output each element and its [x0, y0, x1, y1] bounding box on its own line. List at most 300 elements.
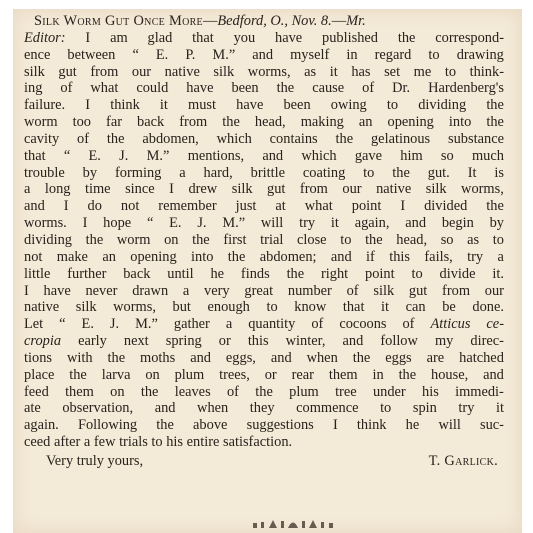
article-word: early — [78, 333, 107, 350]
article-word: they — [249, 400, 275, 417]
article-word: winter, — [285, 333, 326, 350]
article-word: do — [87, 198, 102, 215]
article-word: making — [300, 114, 344, 131]
article-word: under — [372, 383, 406, 400]
article-word: dividing — [24, 231, 72, 248]
article-word: my — [434, 333, 454, 350]
article-word: failure. — [24, 97, 66, 114]
article-word: Hardenberg's — [428, 80, 504, 97]
article-word: try — [299, 215, 316, 232]
article-word: direc- — [470, 333, 504, 350]
article-word: long — [44, 181, 71, 198]
article-word: “ — [132, 46, 139, 63]
article-word: ence — [24, 46, 51, 63]
article-heading: Silk Worm Gut Once More — [34, 13, 203, 29]
article-word: have — [236, 97, 264, 114]
article-word: or — [264, 366, 277, 383]
article-word: I — [169, 181, 174, 198]
newspaper-clipping — [13, 9, 522, 533]
article-word: Atticus — [430, 316, 471, 333]
article-word: from — [442, 282, 471, 299]
article-word: head, — [254, 114, 286, 131]
article-word: but — [172, 299, 191, 316]
article-word: E. — [155, 46, 169, 63]
article-word: the — [140, 383, 159, 400]
article-word: leaves — [174, 383, 211, 400]
article-word: cavity — [24, 130, 60, 147]
article-line — [24, 13, 504, 30]
article-word: gut — [408, 282, 428, 299]
article-word: contains — [269, 130, 318, 147]
dateline: Bedford, O., Nov. 8. — [217, 13, 332, 29]
article-word: “ — [146, 215, 154, 232]
article-word: close — [297, 231, 327, 248]
article-word: silk — [213, 63, 235, 80]
article-word: coating — [302, 164, 346, 181]
article-word: owing — [330, 97, 367, 114]
article-word: a — [225, 316, 233, 333]
article-word: back — [123, 265, 151, 282]
article-word: which — [301, 147, 337, 164]
article-word: finds — [240, 265, 270, 282]
article-word: divide — [439, 265, 476, 282]
article-word: M.” — [146, 147, 170, 164]
article-word: as — [467, 231, 480, 248]
article-line — [24, 64, 504, 81]
article-word: think — [356, 417, 387, 434]
article-word: me — [413, 63, 432, 80]
article-word: and — [405, 215, 427, 232]
article-word: number — [287, 282, 332, 299]
article-word: quantity — [248, 316, 296, 333]
article-word: commence — [296, 400, 359, 417]
article-word: J. — [109, 316, 120, 333]
article-word: try — [458, 400, 475, 417]
article-word: must — [188, 97, 217, 114]
article-word: opening — [130, 248, 177, 265]
article-word: E. — [81, 316, 94, 333]
article-word: to — [411, 265, 423, 282]
article-word: at — [275, 198, 286, 215]
article-word: silk — [231, 181, 253, 198]
article-word: drawing — [456, 46, 504, 63]
article-word: what — [304, 198, 333, 215]
article-word: gut. — [427, 164, 450, 181]
article-word: be — [442, 299, 456, 316]
article-word: can — [405, 299, 426, 316]
article-line — [24, 384, 504, 401]
article-word: to — [444, 63, 457, 80]
signature: T. Garlick. — [428, 452, 498, 469]
article-word: Let — [24, 316, 44, 333]
article-word: point — [365, 265, 395, 282]
article-word: Editor: — [24, 29, 66, 46]
article-word: right — [321, 265, 349, 282]
article-line — [24, 80, 504, 97]
article-word: will — [260, 215, 284, 232]
article-word: of — [346, 282, 359, 299]
article-word: I — [332, 417, 338, 434]
article-word: until — [167, 265, 194, 282]
article-word: since — [125, 181, 155, 198]
article-word: fails, — [424, 248, 453, 265]
article-word: to — [380, 400, 392, 417]
article-word: the — [392, 164, 410, 181]
article-word: an — [102, 248, 116, 265]
article-word: the — [365, 231, 383, 248]
article-word: the — [107, 349, 126, 366]
article-word: so — [440, 147, 454, 164]
article-word: by — [82, 164, 98, 181]
article-word: or — [218, 333, 231, 350]
article-word: when — [197, 400, 229, 417]
article-word: the — [69, 366, 87, 383]
article-word: done. — [472, 299, 504, 316]
article-word: have — [43, 282, 71, 299]
article-word: our — [342, 181, 362, 198]
article-line — [24, 131, 504, 148]
article-word: much — [471, 147, 504, 164]
article-word: house, — [431, 366, 469, 383]
article-word: have — [186, 80, 214, 97]
article-line — [24, 266, 504, 283]
article-word: them — [328, 366, 358, 383]
article-word: the — [222, 114, 240, 131]
article-word: silk — [425, 181, 447, 198]
article-word: the — [398, 366, 417, 383]
article-word: I — [24, 282, 29, 299]
article-word: “ — [63, 147, 71, 164]
article-word: regard — [374, 46, 412, 63]
article-word: worms, — [113, 299, 156, 316]
article-line — [24, 165, 504, 182]
article-word: the — [156, 417, 174, 434]
article-body — [24, 13, 504, 470]
article-word: mentions, — [187, 147, 245, 164]
article-word: the — [227, 248, 246, 265]
article-word: time — [84, 181, 111, 198]
article-word: make — [56, 248, 88, 265]
article-word: on — [164, 231, 179, 248]
closing: Very truly yours, — [46, 452, 144, 469]
article-line — [24, 114, 504, 131]
article-word: of — [60, 80, 73, 97]
article-word: and — [154, 400, 176, 417]
article-word: the — [486, 198, 504, 215]
article-word: on — [145, 366, 160, 383]
article-word: trees, — [219, 366, 250, 383]
article-word: enough — [207, 299, 250, 316]
article-word: plum — [174, 366, 205, 383]
article-line — [24, 47, 504, 64]
article-line — [24, 97, 504, 114]
article-line — [24, 400, 504, 417]
article-word: I — [63, 198, 69, 215]
article-word: of — [402, 316, 415, 333]
article-word: native — [164, 63, 200, 80]
article-word: by — [489, 215, 504, 232]
article-word: begin — [441, 215, 474, 232]
article-word: M.” — [212, 46, 236, 63]
article-word: head, — [396, 231, 428, 248]
article-word: suc- — [480, 417, 504, 434]
article-word: he — [405, 417, 420, 434]
article-word: that — [192, 29, 214, 46]
article-word: suggestions — [246, 417, 314, 434]
article-word: it — [496, 400, 504, 417]
article-word: gather — [173, 316, 210, 333]
article-word: cropia — [24, 333, 62, 350]
article-line — [24, 232, 504, 249]
article-word: native — [24, 299, 60, 316]
article-word: them — [65, 383, 94, 400]
article-word: E. — [169, 215, 182, 232]
article-word: of — [77, 130, 90, 147]
article-word: abdomen; — [259, 248, 317, 265]
article-word: been — [283, 97, 311, 114]
article-word: hope — [103, 215, 132, 232]
article-word: not — [24, 248, 43, 265]
article-word: gut — [267, 181, 286, 198]
article-word: larva — [101, 366, 131, 383]
article-word: are — [426, 349, 445, 366]
article-word: M.” — [222, 215, 246, 232]
article-word: as — [304, 63, 317, 80]
article-word: J. — [119, 147, 129, 164]
article-word: far — [106, 114, 123, 131]
article-word: glad — [147, 29, 173, 46]
article-word: you — [233, 29, 256, 46]
article-word: opening — [387, 114, 434, 131]
article-word: never — [85, 282, 118, 299]
article-word: his — [422, 383, 439, 400]
article-word: and — [342, 333, 364, 350]
article-word: trouble — [24, 164, 65, 181]
article-word: the — [352, 349, 371, 366]
article-word: not — [120, 198, 140, 215]
article-word: again, — [354, 215, 390, 232]
article-word: have — [275, 29, 303, 46]
article-word: on — [110, 383, 125, 400]
article-word: next — [123, 333, 149, 350]
article-word: dividing — [418, 97, 467, 114]
article-word: it. — [492, 265, 504, 282]
article-word: the — [192, 231, 210, 248]
article-word: silk — [373, 282, 395, 299]
article-word: native — [376, 181, 412, 198]
ornament-divider-icon — [251, 515, 341, 529]
article-word: and — [270, 349, 292, 366]
article-line — [24, 367, 504, 384]
article-word: a — [24, 181, 31, 198]
article-word: what — [90, 80, 119, 97]
article-word: divided — [424, 198, 468, 215]
article-word: tions — [24, 349, 52, 366]
article-word: ate — [24, 400, 41, 417]
article-word: the — [276, 80, 295, 97]
article-word: moths — [140, 349, 176, 366]
article-word: it — [329, 63, 338, 80]
article-word: an — [358, 114, 373, 131]
article-word: the — [335, 130, 354, 147]
article-word: which — [216, 130, 252, 147]
article-word: of — [226, 383, 239, 400]
article-word: from — [90, 63, 119, 80]
article-word: worms. — [24, 215, 67, 232]
article-word: gut — [58, 63, 77, 80]
article-word: I — [400, 198, 406, 215]
article-word: from — [179, 114, 208, 131]
article-word: been — [231, 80, 259, 97]
article-word: set — [384, 63, 401, 80]
article-word: spring — [165, 333, 202, 350]
article-word: follow — [380, 333, 418, 350]
article-word: back — [137, 114, 165, 131]
article-word: to — [386, 97, 399, 114]
article-word: a — [179, 164, 186, 181]
article-word: observation, — [62, 400, 134, 417]
article-word: cause — [312, 80, 345, 97]
article-word: worms, — [247, 63, 291, 80]
article-word: brittle — [250, 164, 285, 181]
salutation-start: Mr. — [346, 13, 366, 29]
article-word: the — [486, 114, 504, 131]
article-word: myself — [290, 46, 330, 63]
article-word: gave — [354, 147, 382, 164]
article-word: Following — [77, 417, 138, 434]
article-word: he — [210, 265, 225, 282]
article-word: the — [486, 97, 504, 114]
article-word: J. — [197, 215, 207, 232]
article-word: and — [262, 147, 284, 164]
article-word: drew — [188, 181, 218, 198]
article-word: further — [67, 265, 107, 282]
article-word: try — [467, 248, 484, 265]
article-word: above — [193, 417, 228, 434]
article-word: P. — [185, 46, 196, 63]
article-word: worm — [116, 231, 151, 248]
article-word: a — [497, 248, 504, 265]
article-word: could — [136, 80, 169, 97]
article-word: will — [438, 417, 461, 434]
article-word: silk — [75, 299, 97, 316]
article-word: tree — [335, 383, 357, 400]
article-word: a — [182, 282, 190, 299]
article-line — [24, 249, 504, 266]
article-word: too — [72, 114, 91, 131]
article-word: ce- — [486, 316, 504, 333]
article-word: to — [363, 164, 375, 181]
article-word: worms, — [461, 181, 504, 198]
article-word: M.” — [135, 316, 158, 333]
article-word: the — [255, 383, 273, 400]
article-word: I — [85, 97, 91, 114]
article-word: and — [330, 248, 352, 265]
article-line — [24, 417, 504, 434]
article-word: Dr. — [392, 80, 411, 97]
article-word: spin — [412, 400, 437, 417]
article-word: I — [82, 215, 88, 232]
article-word: and — [190, 349, 211, 366]
article-word: silk — [24, 63, 45, 80]
article-line — [24, 148, 504, 165]
article-word: hard, — [203, 164, 233, 181]
article-word: abdomen, — [142, 130, 199, 147]
article-word: that — [24, 147, 46, 164]
em-dash: — — [202, 13, 218, 29]
article-word: cocoons — [339, 316, 387, 333]
article-line — [24, 333, 504, 350]
article-word: to — [266, 299, 278, 316]
article-word: has — [351, 63, 371, 80]
article-word: E. — [88, 147, 101, 164]
article-word: so — [440, 231, 454, 248]
article-word: immedi- — [455, 383, 504, 400]
article-word: eggs, — [225, 349, 256, 366]
em-dash: — — [331, 13, 347, 29]
article-word: him — [400, 147, 423, 164]
article-word: and — [252, 46, 274, 63]
article-word: it — [381, 299, 390, 316]
article-word: between — [67, 46, 116, 63]
article-word: and — [24, 198, 45, 215]
article-word: think — [110, 97, 140, 114]
article-word: great — [244, 282, 274, 299]
article-word: eggs — [385, 349, 412, 366]
article-word: “ — [59, 316, 66, 333]
article-word: hatched — [459, 349, 504, 366]
article-word: that — [342, 299, 365, 316]
article-word: into — [191, 248, 214, 265]
article-word: drawn — [132, 282, 169, 299]
article-word: point — [351, 198, 382, 215]
article-word: it — [330, 215, 339, 232]
article-word: the — [106, 130, 125, 147]
article-word: the — [286, 265, 305, 282]
article-line — [24, 181, 504, 198]
article-line — [24, 299, 504, 316]
article-line — [24, 198, 504, 215]
article-word: substance — [448, 130, 504, 147]
article-word: know — [294, 299, 327, 316]
article-word: feed — [24, 383, 49, 400]
article-word: It — [467, 164, 477, 181]
article-word: forming — [114, 164, 162, 181]
article-word: trial — [260, 231, 284, 248]
article-word: and — [483, 366, 504, 383]
article-line — [24, 215, 504, 232]
article-word: if — [366, 248, 375, 265]
article-word: rear — [291, 366, 314, 383]
article-word: plum — [289, 383, 319, 400]
article-word: ing — [24, 80, 43, 97]
article-word: very — [204, 282, 230, 299]
article-word: gelatinous — [370, 130, 431, 147]
article-line — [24, 30, 504, 47]
article-word: I — [85, 29, 91, 46]
article-word: in — [346, 46, 358, 63]
article-text-run: ceed after a few trials to his entire satisfaction. — [24, 434, 293, 451]
article-line — [24, 434, 504, 451]
article-word: just — [235, 198, 257, 215]
article-word: in — [372, 366, 384, 383]
article-word: am — [110, 29, 128, 46]
article-word: is — [494, 164, 504, 181]
article-word: our — [484, 282, 504, 299]
article-word: our — [131, 63, 152, 80]
article-word: little — [24, 265, 51, 282]
article-word: published — [322, 29, 378, 46]
